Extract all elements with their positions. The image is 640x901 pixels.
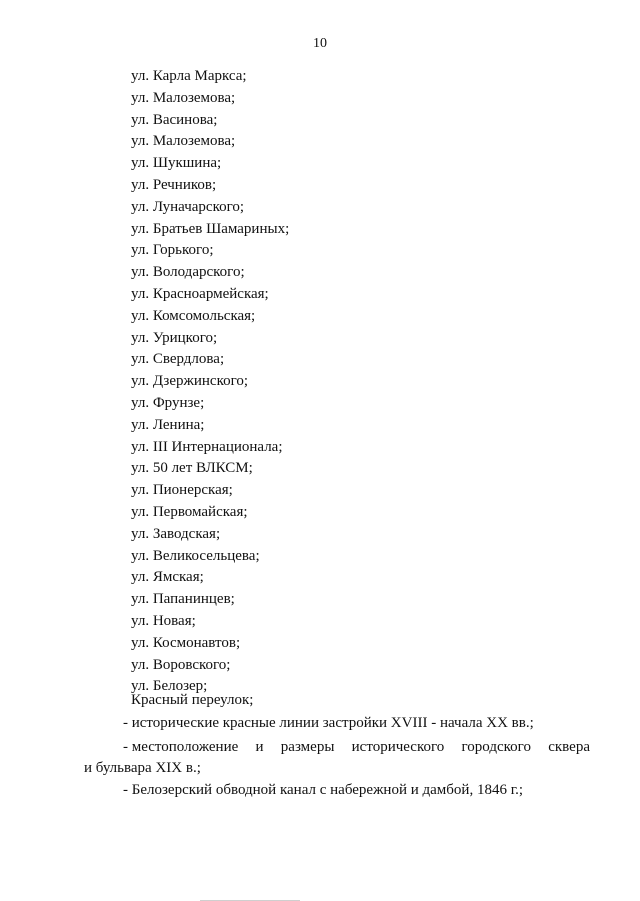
list-item: ул. Заводская; [131,525,221,542]
list-item: ул. Речников; [131,176,217,193]
canal-item: - Белозерский обводной канал с набережной и дамбой, 1846 г.; [123,782,524,798]
list-item: ул. Горького; [131,242,214,259]
list-item: ул. Комсомольская; [131,307,256,324]
street-list [131,66,289,698]
list-item: ул. Великосельцева; [131,547,260,564]
list-item: ул. Папанинцев; [131,591,235,608]
list-item: ул. Васинова; [131,111,218,128]
list-item: ул. Ямская; [131,569,204,586]
list-item: ул. Урицкого; [131,329,218,346]
red-lines-item: - исторические красные линии застройки XVIII - начала XX вв.; [123,715,534,731]
page-number: 10 [313,36,327,51]
list-item: ул. Володарского; [131,264,245,281]
list-item: ул. Карла Маркса; [131,68,247,84]
square-item-line-1 [84,737,590,758]
list-item: ул. Красноармейская; [131,285,269,302]
lane-line: Красный переулок; [131,692,254,708]
list-item: ул. 50 лет ВЛКСМ; [131,460,253,477]
square-item [84,737,590,779]
word: размеры [280,739,335,755]
list-item: ул. Малоземова; [131,133,236,150]
word: - местоположение [123,739,239,755]
list-item: ул. Воровского; [131,656,231,673]
list-item: ул. Пионерская; [131,482,233,499]
list-item: ул. Космонавтов; [131,634,241,651]
word: сквера [548,739,590,755]
word: и [255,739,264,755]
list-item: ул. Братьев Шамариных; [131,220,290,237]
list-item: ул. Дзержинского; [131,373,249,390]
list-item: ул. Луначарского; [131,198,245,215]
list-item: ул. Фрунзе; [131,394,205,411]
list-item: ул. Малоземова; [131,89,236,106]
list-item: ул. III Интернационала; [131,438,283,455]
list-item: ул. Первомайская; [131,503,248,520]
word: городского [461,739,531,755]
list-item: ул. Ленина; [131,416,205,433]
list-item: ул. Шукшина; [131,155,222,172]
word: исторического [351,739,445,755]
list-item: ул. Белозер; [131,678,208,695]
list-item: ул. Новая; [131,612,196,629]
square-item-line-2: и бульвара XIX в.; [84,760,201,776]
list-item: ул. Свердлова; [131,351,225,368]
